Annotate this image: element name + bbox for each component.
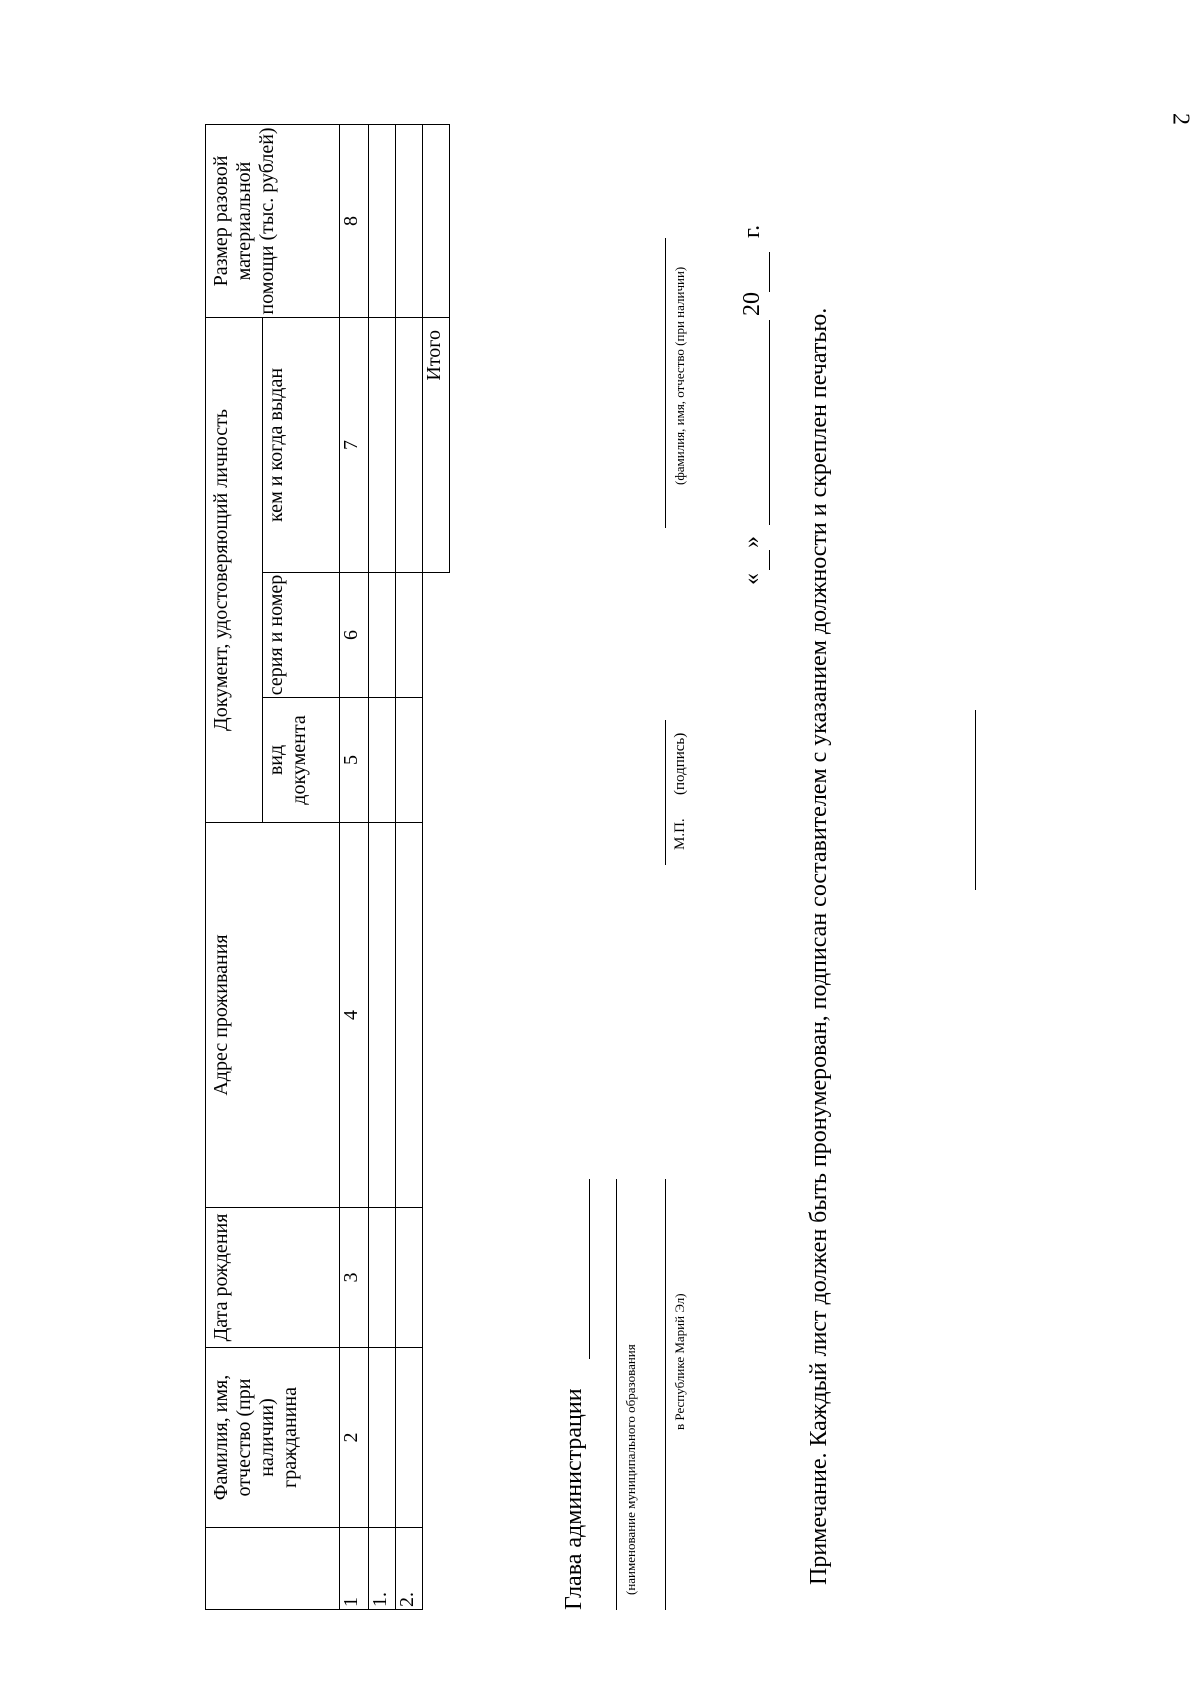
head-name-line	[589, 1179, 590, 1359]
column-number: 2	[340, 1348, 369, 1528]
republic-caption: в Республике Марий Эл)	[672, 1293, 687, 1430]
column-number: 1	[340, 1528, 369, 1610]
header-doc-issued: кем и когда выдан	[263, 317, 340, 572]
total-row	[423, 124, 450, 1609]
year-line	[769, 252, 770, 292]
column-number: 6	[340, 573, 369, 698]
municipality-caption: (наименование муниципального образования	[623, 1344, 638, 1595]
header-document: Документ, удостоверяющий личность	[206, 317, 263, 822]
day-line	[769, 550, 770, 570]
republic-line	[665, 1179, 666, 1610]
column-number: 3	[340, 1208, 369, 1348]
month-line	[769, 320, 770, 525]
header-amount: Размер разовой материальной помощи (тыс. рублей)	[206, 124, 340, 317]
page-number: 2	[1167, 113, 1194, 125]
table-row	[369, 124, 396, 1609]
row-label: 2.	[396, 1528, 423, 1610]
header-doc-type: вид документа	[263, 698, 340, 823]
note-text: Примечание. Каждый лист должен быть пронумерован, подписан составителем с указанием должности и скреплен печатью.	[806, 307, 832, 1585]
header-address: Адрес проживания	[206, 823, 340, 1208]
header-number	[206, 1528, 340, 1610]
year-prefix: 20	[739, 292, 765, 316]
header-fio: Фамилия, имя, отчество (при наличии) гражданина	[206, 1348, 340, 1528]
table-row	[396, 124, 423, 1609]
head-of-administration-label: Глава администрации	[561, 1388, 587, 1610]
column-number: 8	[340, 124, 369, 317]
header-row-1	[206, 124, 263, 1609]
total-value	[423, 124, 450, 317]
column-number: 4	[340, 823, 369, 1208]
name-line	[665, 238, 666, 528]
date-close-quote: »	[739, 536, 765, 548]
column-number: 5	[340, 698, 369, 823]
landscape-content	[205, 127, 1185, 1610]
end-separator-line	[975, 710, 976, 890]
date-open-quote: «	[739, 573, 765, 585]
row-label: 1.	[369, 1528, 396, 1610]
signature-line	[665, 720, 666, 865]
column-number: 7	[340, 317, 369, 572]
total-label: Итого	[423, 317, 450, 572]
header-birth-date: Дата рождения	[206, 1208, 340, 1348]
mp-caption: М.П.	[672, 818, 688, 850]
signature-caption: (подпись)	[672, 732, 688, 795]
aid-recipients-table	[205, 124, 450, 1610]
header-doc-series: серия и номер	[263, 573, 340, 698]
column-numbers-row	[340, 124, 369, 1609]
name-caption: (фамилия, имя, отчество (при наличии)	[672, 266, 687, 485]
municipality-line	[616, 1179, 617, 1610]
year-suffix: г.	[739, 224, 765, 238]
